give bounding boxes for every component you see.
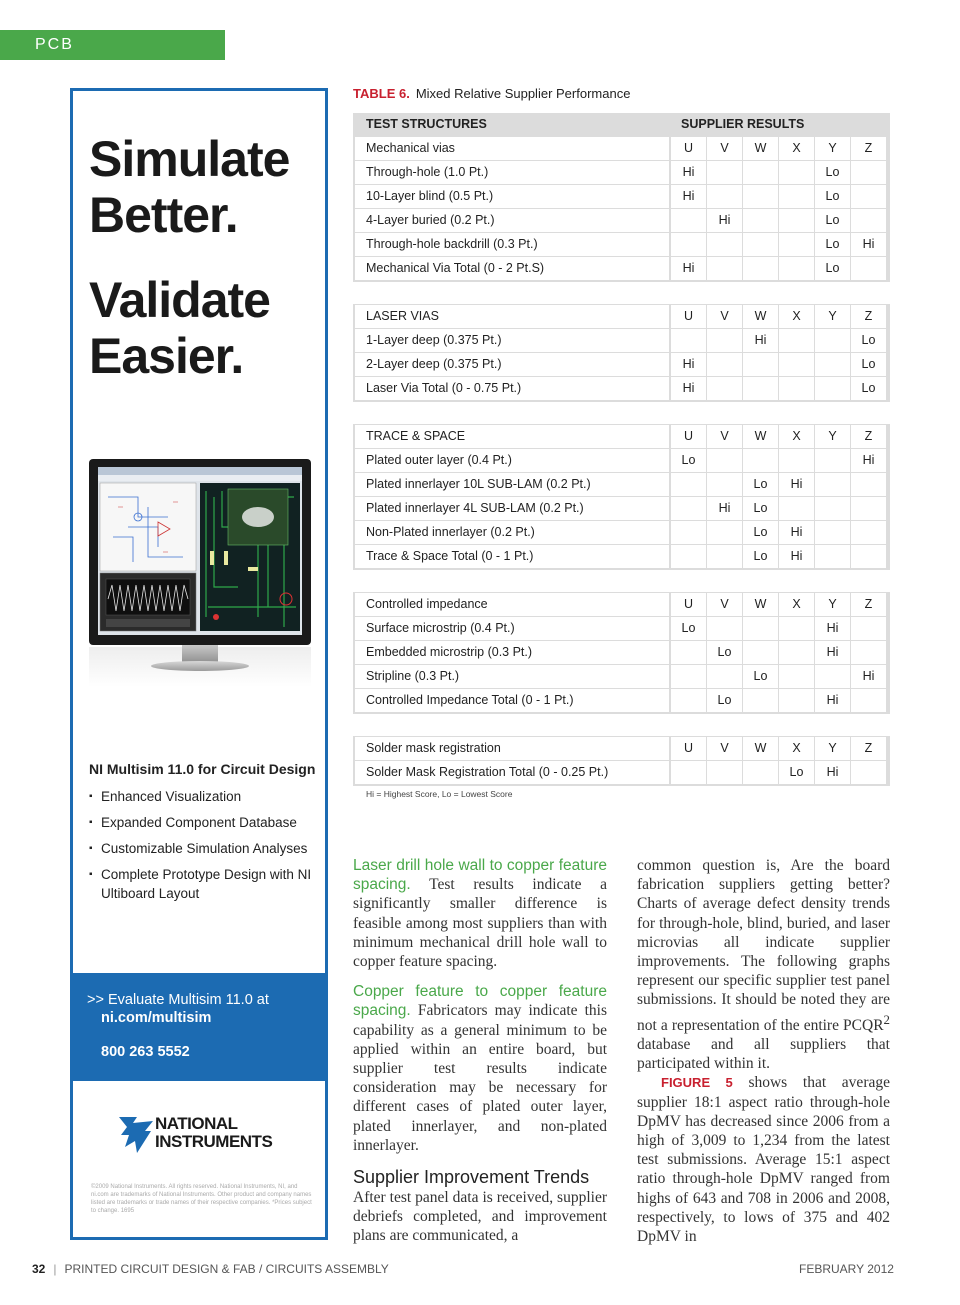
ad-phone-number: 800 263 5552: [101, 1044, 190, 1060]
table-footnote: Hi = Highest Score, Lo = Lowest Score: [366, 789, 513, 799]
supplier-column-header: X: [779, 593, 814, 616]
table-cell: [707, 377, 742, 400]
table-cell: Lo: [743, 497, 778, 520]
table-cell: Hi: [671, 185, 706, 208]
table-cell: [815, 473, 850, 496]
table-cell: [707, 545, 742, 568]
paragraph: Fabricators may indicate this capability as a general minimum to be applied within an entire board, but supplier test results indicate consideration may be necessary for different cases of plated outer layer, plated innerlayer, and non-plated innerlayer.: [353, 1002, 608, 1154]
supplier-column-header: Z: [851, 137, 886, 160]
supplier-column-header: W: [743, 137, 778, 160]
table-cell: Hi: [815, 641, 850, 664]
table-cell: Lo: [851, 353, 886, 376]
table-cell: [743, 689, 778, 712]
table-cell: Hi: [779, 521, 814, 544]
monitor-image: [89, 459, 311, 749]
table-cell: [815, 521, 850, 544]
supplier-column-header: X: [779, 137, 814, 160]
section-header-label: LASER VIAS: [355, 305, 669, 328]
supplier-column-header: X: [779, 305, 814, 328]
table-cell: Hi: [671, 257, 706, 280]
table-cell: Hi: [851, 449, 886, 472]
table-cell: Hi: [779, 545, 814, 568]
table-cell: Lo: [815, 209, 850, 232]
table-cell: [671, 641, 706, 664]
table-row-label: Trace & Space Total (0 - 1 Pt.): [355, 545, 669, 568]
table-cell: [707, 329, 742, 352]
table-cell: [779, 617, 814, 640]
supplier-column-header: V: [707, 305, 742, 328]
table-cell: Lo: [743, 545, 778, 568]
table-cell: [671, 761, 706, 784]
ad-headline-2: Validate Easier.: [89, 272, 270, 384]
table-section: [353, 736, 890, 786]
table-row-label: Embedded microstrip (0.3 Pt.): [355, 641, 669, 664]
table-cell: Lo: [815, 161, 850, 184]
ad-feature-list: [89, 787, 321, 910]
table-cell: [851, 473, 886, 496]
page-number: 32: [32, 1262, 46, 1276]
supplier-column-header: Y: [815, 137, 850, 160]
table-cell: [851, 761, 886, 784]
supplier-column-header: Z: [851, 593, 886, 616]
ad-headline-1: Simulate Better.: [89, 131, 290, 243]
table-cell: [707, 761, 742, 784]
table-cell: [671, 689, 706, 712]
table-cell: [743, 185, 778, 208]
table-cell: [851, 497, 886, 520]
table-cell: [743, 233, 778, 256]
supplier-column-header: Z: [851, 305, 886, 328]
table-row-label: Laser Via Total (0 - 0.75 Pt.): [355, 377, 669, 400]
table-cell: [851, 161, 886, 184]
supplier-column-header: W: [743, 737, 778, 760]
table-row-label: Through-hole (1.0 Pt.): [355, 161, 669, 184]
table-cell: Lo: [671, 449, 706, 472]
table-cell: [707, 161, 742, 184]
table-cell: [815, 329, 850, 352]
supplier-column-header: V: [707, 593, 742, 616]
supplier-column-header: U: [671, 137, 706, 160]
table-cell: [779, 353, 814, 376]
supplier-column-header: Z: [851, 425, 886, 448]
table-title: Mixed Relative Supplier Performance: [415, 86, 631, 101]
supplier-column-header: X: [779, 425, 814, 448]
section-header-label: Solder mask registration: [355, 737, 669, 760]
section-heading: Supplier Improvement Trends: [353, 1167, 590, 1188]
supplier-column-header: U: [671, 305, 706, 328]
paragraph: common question is, Are the board fabrication suppliers getting better? Charts of average defect density trends for through-hole, blind, buried, and laser microvias all indicate supplier improvements. The following graphs represent our specific supplier test panel submissions. It should be noted they are not a representation of the entire PCQR: [637, 857, 890, 1034]
supplier-column-header: V: [707, 137, 742, 160]
section-header-label: TRACE & SPACE: [355, 425, 669, 448]
table-cell: [707, 233, 742, 256]
section-header-label: Mechanical vias: [355, 137, 669, 160]
supplier-column-header: U: [671, 593, 706, 616]
table-cell: Hi: [815, 617, 850, 640]
supplier-column-header: Y: [815, 737, 850, 760]
supplier-column-header: V: [707, 425, 742, 448]
advertisement: [70, 88, 328, 1240]
table-cell: Hi: [779, 473, 814, 496]
table-cell: Lo: [707, 641, 742, 664]
table-cell: [743, 449, 778, 472]
table-caption: [353, 86, 630, 101]
table-cell: [707, 257, 742, 280]
table-cell: [671, 545, 706, 568]
table-cell: [707, 185, 742, 208]
footer-left: 32 | PRINTED CIRCUIT DESIGN & FAB / CIRCUITS ASSEMBLY: [32, 1262, 389, 1276]
table-cell: Hi: [671, 353, 706, 376]
table-cell: [743, 617, 778, 640]
table-cell: Lo: [815, 185, 850, 208]
table-cell: Lo: [815, 257, 850, 280]
table-cell: [779, 233, 814, 256]
national-instruments-logo: NATIONAL INSTRUMENTS: [117, 1113, 287, 1161]
table-cell: [815, 353, 850, 376]
table-cell: [671, 497, 706, 520]
table-row-label: 10-Layer blind (0.5 Pt.): [355, 185, 669, 208]
table-cell: [671, 665, 706, 688]
table-cell: [779, 641, 814, 664]
table-cell: [815, 545, 850, 568]
table-row-label: Mechanical Via Total (0 - 2 Pt.S): [355, 257, 669, 280]
figure-reference[interactable]: FIGURE 5: [661, 1075, 733, 1091]
supplier-column-header: W: [743, 305, 778, 328]
table-row-label: 1-Layer deep (0.375 Pt.): [355, 329, 669, 352]
table-cell: Lo: [743, 665, 778, 688]
table-cell: [779, 689, 814, 712]
paragraph: After test panel data is received, supplier debriefs completed, and improvement plans are communicated, a: [353, 1189, 607, 1245]
table-row-label: Stripline (0.3 Pt.): [355, 665, 669, 688]
supplier-column-header: W: [743, 593, 778, 616]
table-cell: [779, 497, 814, 520]
table-cell: [743, 209, 778, 232]
table-cell: [779, 209, 814, 232]
paragraph: Test results indicate a significantly smaller difference is feasible among most suppliers than with minimum mechanical drill hole wall to copper feature spacing.: [353, 876, 607, 971]
supplier-column-header: Y: [815, 305, 850, 328]
footer-date: FEBRUARY 2012: [799, 1262, 894, 1276]
table-row-label: Plated outer layer (0.4 Pt.): [355, 449, 669, 472]
table-cell: [815, 377, 850, 400]
ad-feature-item: ▪ Complete Prototype Design with NI Ultiboard Layout: [89, 865, 321, 903]
table-cell: [671, 329, 706, 352]
table-cell: Hi: [815, 689, 850, 712]
table-section: [353, 136, 890, 282]
table-cell: [707, 449, 742, 472]
table-cell: [851, 257, 886, 280]
table-cell: Hi: [671, 377, 706, 400]
table-cell: [707, 353, 742, 376]
supplier-column-header: W: [743, 425, 778, 448]
table-cell: [743, 353, 778, 376]
ad-feature-item: ▪ Enhanced Visualization: [89, 787, 321, 806]
ad-product-title: NI Multisim 11.0 for Circuit Design: [89, 761, 316, 777]
section-tab: [0, 30, 225, 83]
table-cell: [743, 257, 778, 280]
table-cell: Hi: [743, 329, 778, 352]
software-screenshot: [98, 467, 302, 635]
table-cell: Hi: [671, 161, 706, 184]
table-cell: [707, 473, 742, 496]
ad-fine-print: ©2009 National Instruments. All rights reserved. National Instruments, NI, and ni.com are trademarks of National Instruments. Other product and company names listed are trademarks or trade names of their respective companies. *Prices subject to change. 1695: [91, 1184, 312, 1214]
supplier-column-header: V: [707, 737, 742, 760]
table-row-label: 2-Layer deep (0.375 Pt.): [355, 353, 669, 376]
table-cell: [671, 209, 706, 232]
table-cell: [815, 497, 850, 520]
table-cell: [779, 161, 814, 184]
table-cell: Lo: [743, 521, 778, 544]
table-cell: Hi: [815, 761, 850, 784]
paragraph: shows that average supplier 18:1 aspect ratio through-hole DpMV has decreased since 2006 from a high of 3,009 to 1,234 from the latest test submissions. Average 15:1 aspect ratio through-hole DpMV ranged from highs of 643 and 708 in 2006 and 2008, respectively, to lows of 375 and 402 DpMV in: [637, 1074, 890, 1246]
table-header-row: [353, 113, 890, 136]
table-cell: [743, 761, 778, 784]
table-cell: [779, 665, 814, 688]
col-header-test-structures: TEST STRUCTURES: [366, 117, 487, 131]
table-cell: [779, 449, 814, 472]
ad-feature-item: ▪ Customizable Simulation Analyses: [89, 839, 321, 858]
table-cell: [707, 617, 742, 640]
table-label: TABLE 6.: [353, 86, 410, 101]
publication-name: PRINTED CIRCUIT DESIGN & FAB / CIRCUITS ASSEMBLY: [64, 1262, 389, 1276]
table-cell: [851, 545, 886, 568]
table-cell: Lo: [851, 329, 886, 352]
section-header-label: Controlled impedance: [355, 593, 669, 616]
table-cell: [671, 473, 706, 496]
table-cell: Hi: [851, 665, 886, 688]
article-column-2: common question is, Are the board fabrication suppliers getting better? Charts of average defect density trends for through-hole, blind, buried, and laser microvias all indicate supplier improvements. The following graphs represent our specific supplier test panel submissions. It should be noted they are not a representation of the entire PCQR$^2$ database and all suppliers that participated within it. FIGURE 5 shows that average supplier 18:1 aspect ratio through-hole DpMV has decreased since 2006 from a high of 3,009 to 1,234 from the latest test submissions. Average 15:1 aspect ratio through-hole DpMV ranged from highs of 643 and 708 in 2006 and 2008, respectively, to lows of 375 and 402 DpMV in: [637, 857, 890, 1246]
supplier-column-header: U: [671, 425, 706, 448]
table-section: [353, 592, 890, 714]
table-cell: [815, 449, 850, 472]
ni-eagle-icon: [117, 1113, 157, 1157]
table-cell: Lo: [707, 689, 742, 712]
table-cell: Hi: [707, 497, 742, 520]
table-cell: [707, 521, 742, 544]
table-cell: [851, 689, 886, 712]
table-cell: [671, 521, 706, 544]
table-section: [353, 424, 890, 570]
supplier-column-header: Y: [815, 593, 850, 616]
table-row-label: Non-Plated innerlayer (0.2 Pt.): [355, 521, 669, 544]
table-cell: [779, 377, 814, 400]
ad-cta-text: >> Evaluate Multisim 11.0 at: [87, 992, 269, 1008]
table-cell: Lo: [671, 617, 706, 640]
supplier-column-header: U: [671, 737, 706, 760]
ad-call-to-action: [73, 973, 325, 1081]
table-row-label: Plated innerlayer 4L SUB-LAM (0.2 Pt.): [355, 497, 669, 520]
table-cell: Lo: [815, 233, 850, 256]
table-cell: [743, 377, 778, 400]
table-cell: [851, 641, 886, 664]
table-cell: Hi: [851, 233, 886, 256]
table-cell: Lo: [779, 761, 814, 784]
table-cell: [671, 233, 706, 256]
table-cell: [779, 329, 814, 352]
subhead-copper-spacing: Copper feature to copper feature spacing.: [353, 983, 607, 1020]
table-cell: [779, 257, 814, 280]
table-cell: [851, 185, 886, 208]
table-cell: [851, 617, 886, 640]
col-header-supplier-results: SUPPLIER RESULTS: [681, 117, 805, 131]
table-cell: [779, 185, 814, 208]
supplier-column-header: Z: [851, 737, 886, 760]
table-row-label: Through-hole backdrill (0.3 Pt.): [355, 233, 669, 256]
table-cell: Hi: [707, 209, 742, 232]
article-column-1: [353, 856, 607, 1257]
section-prefix: PCB: [35, 36, 74, 53]
table-cell: [815, 665, 850, 688]
table-cell: [743, 161, 778, 184]
ad-url-link[interactable]: ni.com/multisim: [101, 1010, 212, 1026]
table-cell: Lo: [851, 377, 886, 400]
ad-feature-item: ▪ Expanded Component Database: [89, 813, 321, 832]
supplier-column-header: Y: [815, 425, 850, 448]
table-section: [353, 304, 890, 402]
supplier-column-header: X: [779, 737, 814, 760]
section-title: QUALIFICATION: [35, 66, 186, 83]
table-cell: Lo: [743, 473, 778, 496]
subhead-laser-drill: Laser drill hole wall to copper feature spacing.: [353, 857, 607, 894]
table-cell: [851, 209, 886, 232]
table-row-label: 4-Layer buried (0.2 Pt.): [355, 209, 669, 232]
table-cell: [707, 665, 742, 688]
table-row-label: Solder Mask Registration Total (0 - 0.25 Pt.): [355, 761, 669, 784]
table-cell: [851, 521, 886, 544]
table-cell: [743, 641, 778, 664]
table-row-label: Controlled Impedance Total (0 - 1 Pt.): [355, 689, 669, 712]
table-row-label: Surface microstrip (0.4 Pt.): [355, 617, 669, 640]
table-row-label: Plated innerlayer 10L SUB-LAM (0.2 Pt.): [355, 473, 669, 496]
